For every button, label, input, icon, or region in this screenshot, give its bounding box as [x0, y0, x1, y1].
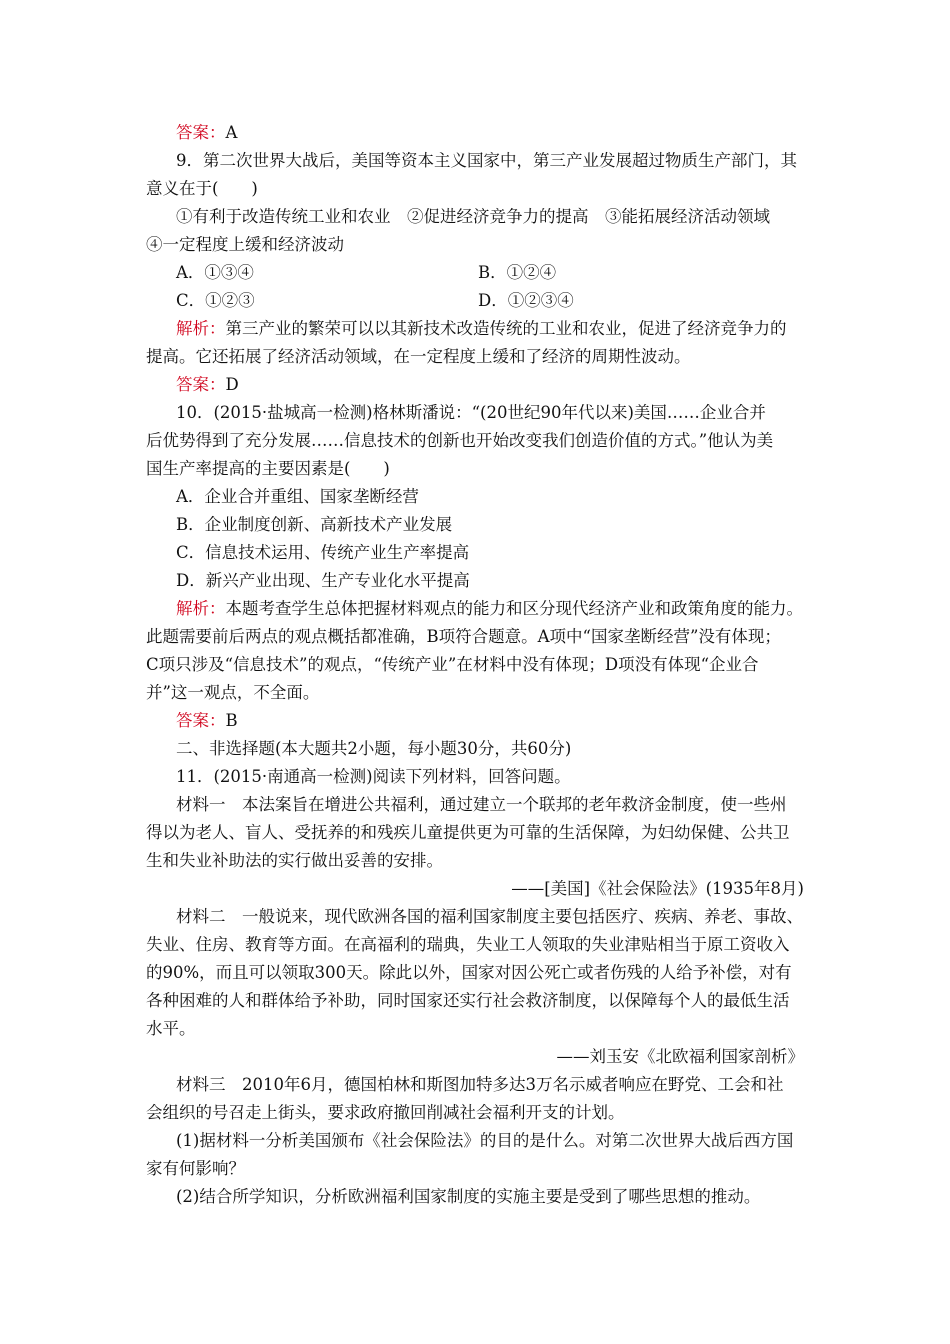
analysis-text: 本题考查学生总体把握材料观点的能力和区分现代经济产业和政策角度的能力。 [225, 599, 803, 618]
q11-material2-line4: 各种困难的人和群体给予补助，同时国家还实行社会救济制度，以保障每个人的最低生活 [146, 991, 790, 1010]
answer-label: 答案： [176, 123, 226, 142]
q11-subquestion2: (2)结合所学知识，分析欧洲福利国家制度的实施主要是受到了哪些思想的推动。 [176, 1187, 761, 1206]
answer-label: 答案： [176, 711, 226, 730]
q10-analysis-line4: 并”这一观点，不全面。 [146, 683, 320, 702]
q11-material2-line5: 水平。 [146, 1019, 196, 1038]
q9-option-b: B．①②④ [478, 263, 557, 282]
q9-option-a: A．①③④ [176, 263, 254, 282]
section-heading: 二、非选择题(本大题共2小题，每小题30分，共60分) [176, 739, 572, 758]
q8-answer [176, 123, 237, 143]
q10-stem-line1: 10．(2015·盐城高一检测)格林斯潘说：“(20世纪90年代以来)美国……企业合并 [176, 403, 766, 422]
q11-material1-line3: 生和失业补助法的实行做出妥善的安排。 [146, 851, 443, 870]
analysis-text: 第三产业的繁荣可以以其新技术改造传统的工业和农业，促进了经济竞争力的 [225, 319, 787, 338]
q11-subquestion1-line2: 家有何影响？ [146, 1159, 245, 1178]
answer-value: A [225, 123, 238, 142]
q10-option-d: D．新兴产业出现、生产专业化水平提高 [176, 571, 470, 590]
q9-items-line1: ①有利于改造传统工业和农业 ②促进经济竞争力的提高 ③能拓展经济活动领域 [176, 207, 770, 226]
q10-option-c: C．信息技术运用、传统产业生产率提高 [176, 543, 470, 562]
analysis-label: 解析： [176, 319, 226, 338]
q11-subquestion1-line1: (1)据材料一分析美国颁布《社会保险法》的目的是什么。对第二次世界大战后西方国 [176, 1131, 794, 1150]
q11-material2-line1: 材料二 一般说来，现代欧洲各国的福利国家制度主要包括医疗、疾病、养老、事故、 [176, 907, 803, 926]
q10-stem-line3: 国生产率提高的主要因素是( ) [146, 459, 390, 478]
q10-analysis-line2: 此题需要前后两点的观点概括都准确，B项符合题意。A项中“国家垄断经营”没有体现； [146, 627, 781, 646]
answer-value: D [225, 375, 239, 394]
q10-option-a: A．企业合并重组、国家垄断经营 [176, 487, 419, 506]
q9-stem-line2: 意义在于( ) [146, 179, 258, 198]
q9-stem-line1: 9．第二次世界大战后，美国等资本主义国家中，第三产业发展超过物质生产部门，其 [176, 151, 797, 170]
q10-analysis-line1 [176, 599, 803, 619]
q11-intro: 11．(2015·南通高一检测)阅读下列材料，回答问题。 [176, 767, 571, 786]
q11-material3-line2: 会组织的号召走上街头，要求政府撤回削减社会福利开支的计划。 [146, 1103, 625, 1122]
answer-label: 答案： [176, 375, 226, 394]
q11-material2-source: ——刘玉安《北欧福利国家剖析》 [556, 1047, 804, 1066]
q10-answer [176, 711, 238, 731]
q9-answer [176, 375, 239, 395]
q11-material2-line3: 的90%，而且可以领取300天。除此以外，国家对因公死亡或者伤残的人给予补偿，对有 [146, 963, 792, 982]
q11-material1-line2: 得以为老人、盲人、受抚养的和残疾儿童提供更为可靠的生活保障，为妇幼保健、公共卫 [146, 823, 790, 842]
q11-material1-source: ——[美国]《社会保险法》(1935年8月) [511, 879, 804, 898]
q9-analysis-line2: 提高。它还拓展了经济活动领域，在一定程度上缓和了经济的周期性波动。 [146, 347, 691, 366]
q9-option-d: D．①②③④ [478, 291, 574, 310]
q10-stem-line2: 后优势得到了充分发展……信息技术的创新也开始改变我们创造价值的方式。”他认为美 [146, 431, 774, 450]
q9-items-line2: ④一定程度上缓和经济波动 [146, 235, 344, 254]
answer-value: B [225, 711, 238, 730]
analysis-label: 解析： [176, 599, 226, 618]
q10-option-b: B．企业制度创新、高新技术产业发展 [176, 515, 453, 534]
q11-material2-line2: 失业、住房、教育等方面。在高福利的瑞典，失业工人领取的失业津贴相当于原工资收入 [146, 935, 790, 954]
q11-material1-line1: 材料一 本法案旨在增进公共福利，通过建立一个联邦的老年救济金制度，使一些州 [176, 795, 787, 814]
q9-analysis-line1 [176, 319, 787, 339]
q9-option-c: C．①②③ [176, 291, 255, 310]
q10-analysis-line3: C项只涉及“信息技术”的观点，“传统产业”在材料中没有体现；D项没有体现“企业合 [146, 655, 759, 674]
q11-material3-line1: 材料三 2010年6月，德国柏林和斯图加特多达3万名示威者响应在野党、工会和社 [176, 1075, 784, 1094]
